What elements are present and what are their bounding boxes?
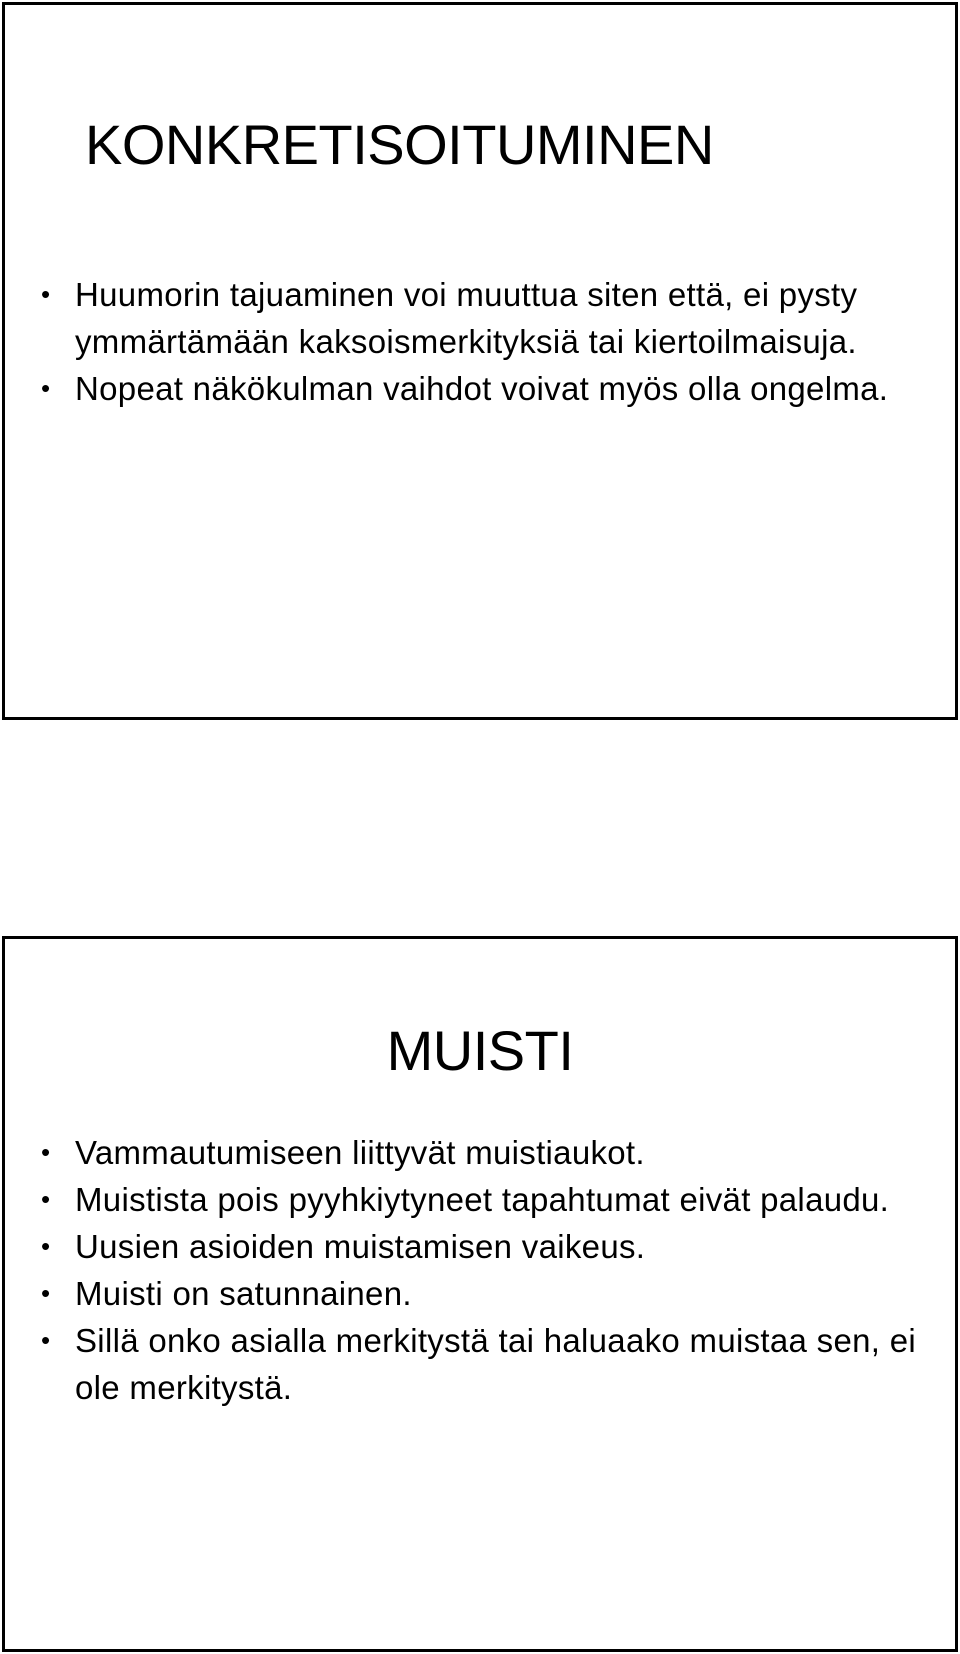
- slide-muisti: [2, 936, 958, 1652]
- slide-title: KONKRETISOITUMINEN: [85, 113, 714, 176]
- bullet-list: [41, 1129, 921, 1411]
- bullet-icon: •: [41, 279, 51, 309]
- bullet-icon: •: [41, 373, 51, 403]
- bullet-item: [41, 1317, 921, 1411]
- bullet-item: [41, 365, 921, 412]
- bullet-icon: •: [41, 1137, 51, 1167]
- bullet-text: Muisti on satunnainen.: [75, 1275, 412, 1312]
- bullet-icon: •: [41, 1325, 51, 1355]
- bullet-text: Uusien asioiden muistamisen vaikeus.: [75, 1228, 646, 1265]
- bullet-item: [41, 1270, 921, 1317]
- bullet-item: [41, 1129, 921, 1176]
- bullet-item: [41, 1223, 921, 1270]
- bullet-icon: •: [41, 1231, 51, 1261]
- bullet-item: [41, 271, 921, 365]
- bullet-list: [41, 271, 921, 412]
- bullet-text: Sillä onko asialla merkitystä tai haluaako muistaa sen, ei ole merkitystä.: [75, 1322, 916, 1406]
- bullet-icon: •: [41, 1278, 51, 1308]
- bullet-text: Huumorin tajuaminen voi muuttua siten että, ei pysty ymmärtämään kaksoismerkityksiä tai kiertoilmaisuja.: [75, 276, 858, 360]
- bullet-icon: •: [41, 1184, 51, 1214]
- slide-konkretisoituminen: [2, 2, 958, 720]
- bullet-text: Muistista pois pyyhkiytyneet tapahtumat eivät palaudu.: [75, 1181, 890, 1218]
- slide-title: MUISTI: [386, 1019, 574, 1082]
- bullet-item: [41, 1176, 921, 1223]
- bullet-text: Nopeat näkökulman vaihdot voivat myös olla ongelma.: [75, 370, 889, 407]
- bullet-text: Vammautumiseen liittyvät muistiaukot.: [75, 1134, 645, 1171]
